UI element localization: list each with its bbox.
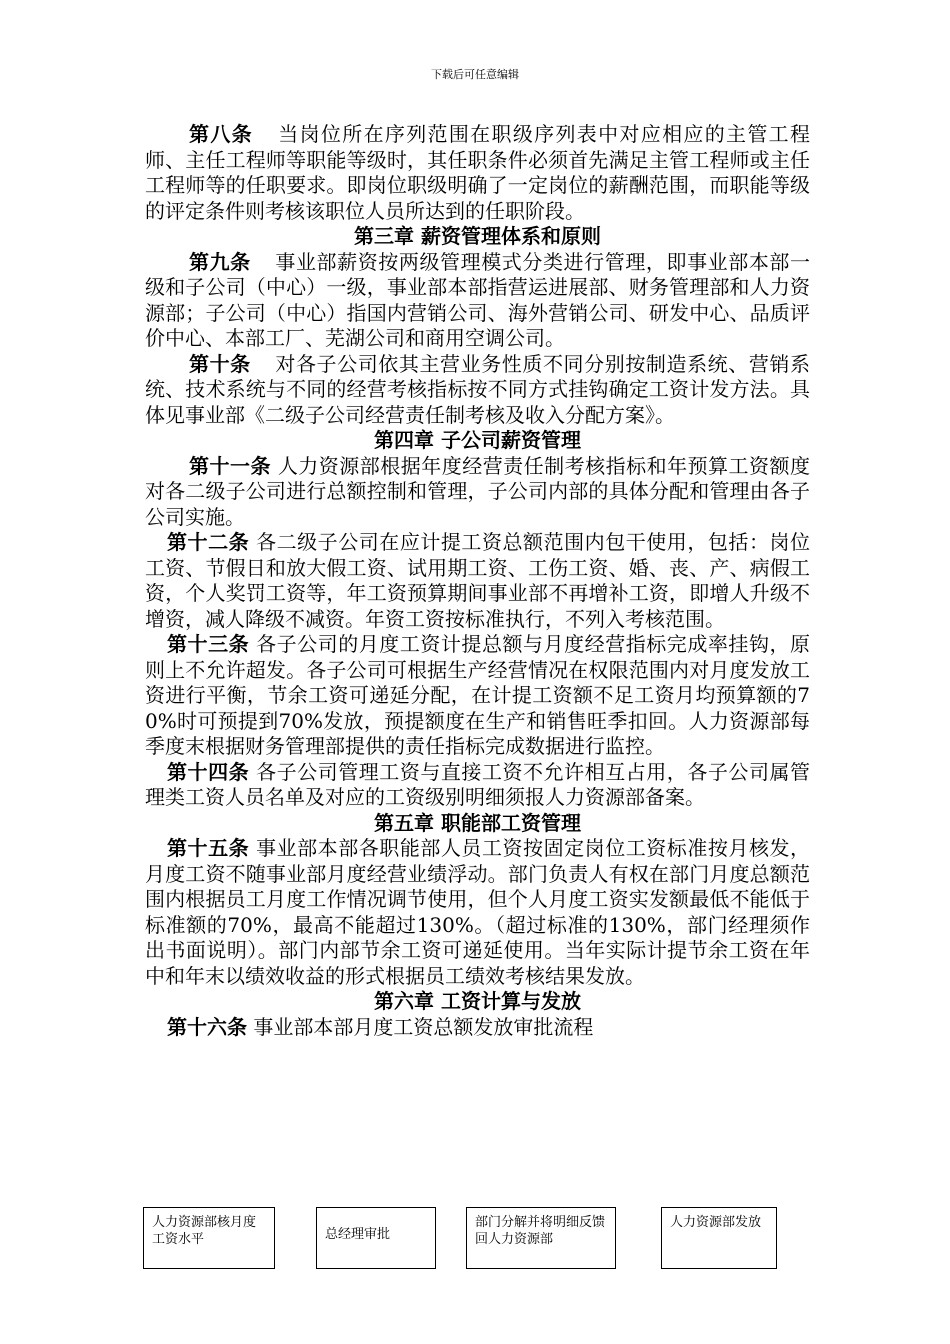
chapter-4-heading: 第四章 子公司薪资管理 — [374, 428, 581, 452]
chapter-5-heading: 第五章 职能部工资管理 — [374, 810, 581, 835]
article-text: 事业部本部各职能部人员工资按固定岗位工资标准按月核发，月度工资不随事业部月度经营业绩浮动。部门负责人有权在部门月度总额范围内根据员工月度工作情况调节使用，但个人月度工资实发额最低不能低于标准额的70%，最高不能超过130%。（超过标准的130%，部门经理须作出书面说明）。部门内部节余工资可递延使用。当年实际计提节余工资在年中和年末以绩效收益的形式根据员工绩效考核结果发放。 — [145, 836, 811, 988]
article-title: 第八条 — [189, 122, 253, 146]
article-10 — [145, 352, 810, 429]
article-title: 第十一条 — [189, 453, 271, 478]
page-header-note: 下载后可任意编辑 — [431, 68, 519, 81]
article-11 — [145, 454, 810, 531]
article-title: 第十六条 — [167, 1014, 247, 1039]
approval-flowchart — [0, 1207, 950, 1271]
article-15 — [145, 836, 810, 989]
article-title: 第十五条 — [167, 836, 250, 860]
article-16 — [145, 1015, 810, 1041]
article-12 — [145, 530, 810, 632]
article-text: 各子公司的月度工资计提总额与月度经营指标完成率挂钩，原则上不允许超发。各子公司可根据生产经营情况在权限范围内对月度发放工资进行平衡，节余工资可递延分配，在计提工资额不足工资月均预算额的70%时可预提到70%发放，预提额度在生产和销售旺季扣回。人力资源部每季度末根据财务管理部提供的责任指标完成数据进行监控。 — [145, 632, 811, 758]
article-text: 事业部本部月度工资总额发放审批流程 — [253, 1014, 594, 1039]
article-title: 第十四条 — [167, 759, 250, 784]
article-text: 对各子公司依其主营业务性质不同分别按制造系统、营销系统、技术系统与不同的经营考核指标按不同方式挂钩确定工资计发方法。具体见事业部《二级子公司经营责任制考核及收入分配方案》。 — [145, 351, 811, 427]
flow-step-gm-approval: 总经理审批 — [316, 1207, 436, 1269]
article-14 — [145, 760, 810, 811]
article-title: 第十三条 — [167, 632, 250, 656]
document-body — [145, 122, 810, 1040]
article-13 — [145, 632, 810, 760]
chapter-6-heading: 第六章 工资计算与发放 — [374, 989, 581, 1013]
chapter-3-heading: 第三章 薪资管理体系和原则 — [354, 224, 601, 248]
article-title: 第十二条 — [167, 530, 250, 554]
article-text: 各子公司管理工资与直接工资不允许相互占用，各子公司属管理类工资人员名单及对应的工资级别明细须报人力资源部备案。 — [145, 759, 811, 809]
flow-step-hr-check: 人力资源部核月度工资水平 — [143, 1207, 275, 1269]
article-title: 第十条 — [189, 351, 251, 376]
article-text: 当岗位所在序列范围在职级序列表中对应相应的主管工程师、主任工程师等职能等级时，其任职条件必须首先满足主管工程师或主任工程师等的任职要求。即岗位职级明确了一定岗位的薪酬范围，而职能等级的评定条件则考核该职位人员所达到的任职阶段。 — [145, 122, 811, 223]
article-text: 事业部薪资按两级管理模式分类进行管理，即事业部本部一级和子公司（中心）一级，事业部本部指营运进展部、财务管理部和人力资源部；子公司（中心）指国内营销公司、海外营销公司、研发中心、品质评价中心、本部工厂、芜湖公司和商用空调公司。 — [145, 249, 811, 350]
flow-step-dept-breakdown: 部门分解并将明细反馈回人力资源部 — [466, 1207, 616, 1269]
article-8 — [145, 122, 810, 224]
flow-step-hr-payout: 人力资源部发放 — [661, 1207, 777, 1269]
article-9 — [145, 250, 810, 352]
article-text: 人力资源部根据年度经营责任制考核指标和年预算工资额度对各二级子公司进行总额控制和管理，子公司内部的具体分配和管理由各子公司实施。 — [145, 453, 811, 529]
article-title: 第九条 — [189, 249, 251, 274]
article-text: 各二级子公司在应计提工资总额范围内包干使用，包括：岗位工资、节假日和放大假工资、试用期工资、工伤工资、婚、丧、产、病假工资，个人奖罚工资等，年工资预算期间事业部不再增补工资，即增人升级不增资，减人降级不减资。年资工资按标准执行，不列入考核范围。 — [145, 530, 811, 631]
